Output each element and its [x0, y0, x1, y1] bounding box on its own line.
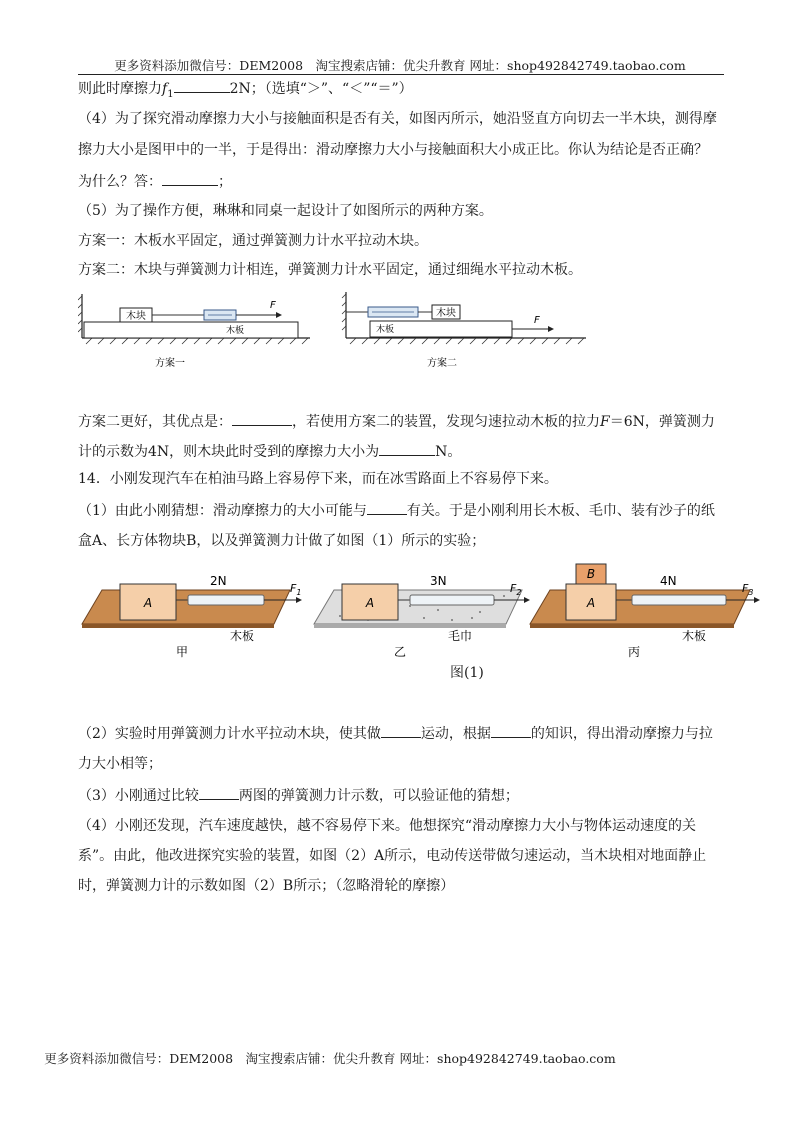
scheme-caption: 方案二 — [427, 358, 457, 369]
question-line: 方案二：木块与弹簧测力计相连，弹簧测力计水平固定，通过细绳水平拉动木板。 — [78, 262, 582, 278]
question-line: 系”。由此，他改进探究实验的装置，如图（2）A所示，电动传送带做匀速运动，当木块相对地面静止 — [78, 848, 707, 864]
question-line: 14．小刚发现汽车在柏油马路上容易停下来，而在冰雪路面上不容易停下来。 — [78, 471, 558, 487]
experiment-figure — [78, 560, 768, 660]
line-text: ； — [218, 174, 232, 190]
answer-blank[interactable] — [367, 500, 407, 515]
force-subscript: 3 — [748, 588, 754, 597]
line-text: 2N；（选填“＞”、“＜”“＝”） — [229, 81, 413, 97]
friction-subscript: 1 — [167, 88, 174, 100]
question-line — [78, 78, 413, 105]
page-header: 更多资料添加微信号：DEM2008 淘宝搜索店铺：优尖升教育 网址：shop492842749.taobao.com — [114, 58, 686, 73]
spring-reading: 4N — [660, 574, 677, 588]
scheme-one-figure — [78, 294, 310, 369]
board-label: 木板 — [226, 326, 245, 336]
friction-symbol: f — [162, 81, 168, 97]
question-line: （5）为了操作方便，琳琳和同桌一起设计了如图所示的两种方案。 — [78, 203, 493, 219]
scheme-diagram — [78, 286, 598, 376]
panel-label: 甲 — [176, 645, 189, 659]
scheme-caption: 方案一 — [155, 358, 185, 369]
block-label: 木块 — [126, 311, 146, 322]
line-text: 两图的弹簧测力计示数，可以验证他的猜想； — [238, 788, 519, 804]
block-label: 木块 — [436, 308, 456, 319]
answer-blank[interactable] — [174, 78, 230, 93]
line-text: （1）由此小刚猜想：滑动摩擦力的大小可能与 — [78, 503, 367, 519]
page-footer: 更多资料添加微信号：DEM2008 淘宝搜索店铺：优尖升教育 网址：shop492842749.taobao.com — [44, 1051, 616, 1066]
panel-bing — [530, 564, 760, 659]
question-line — [78, 171, 232, 192]
question-line: 时，弹簧测力计的示数如图（2）B所示；（忽略滑轮的摩擦） — [78, 878, 455, 894]
answer-blank[interactable] — [162, 171, 218, 186]
question-line — [78, 500, 715, 521]
header-rule — [78, 74, 724, 75]
force-subscript: 1 — [296, 588, 302, 597]
line-text: 的知识，得出滑动摩擦力与拉 — [530, 726, 713, 742]
line-text: 为什么？答： — [78, 174, 162, 190]
answer-blank[interactable] — [491, 723, 531, 738]
line-text: 方案二更好，其优点是： — [78, 414, 232, 430]
panel-yi — [314, 574, 530, 659]
line-text: 则此时摩擦力 — [78, 81, 162, 97]
answer-blank[interactable] — [232, 411, 292, 426]
board-label: 木板 — [376, 325, 395, 335]
line-text: ，若使用方案二的装置，发现匀速拉动木板的拉力 — [292, 414, 600, 430]
line-text: N。 — [435, 444, 462, 460]
question-line: 方案一：木板水平固定，通过弹簧测力计水平拉动木块。 — [78, 233, 428, 249]
force-subscript: 2 — [516, 588, 522, 597]
spring-reading: 2N — [210, 574, 227, 588]
force-symbol: F — [510, 582, 517, 595]
line-text: 有关。于是小刚利用长木板、毛巾、装有沙子的纸 — [406, 503, 715, 519]
spring-reading: 3N — [430, 574, 447, 588]
line-text: ＝6N，弹簧测力 — [609, 414, 715, 430]
answer-blank[interactable] — [199, 785, 239, 800]
force-symbol: F — [290, 582, 297, 595]
panel-label: 乙 — [394, 645, 407, 659]
block-label: A — [365, 596, 375, 610]
question-line: （4）小刚还发现，汽车速度越快，越不容易停下来。他想探究“滑动摩擦力大小与物体运动速度的关 — [78, 818, 697, 834]
line-text: 运动，根据 — [420, 726, 491, 742]
block-label: A — [143, 596, 153, 610]
question-line: （4）为了探究滑动摩擦力大小与接触面积是否有关，如图丙所示，她沿竖直方向切去一半木块，测得摩 — [78, 111, 717, 127]
force-label: F — [270, 300, 276, 311]
force-label — [510, 582, 521, 597]
force-label: F — [534, 315, 540, 326]
question-line: 力大小相等； — [78, 756, 162, 772]
block-label: B — [586, 567, 596, 581]
panel-label: 丙 — [628, 645, 641, 659]
force-symbol: F — [742, 582, 749, 595]
scheme-two-figure — [342, 292, 586, 369]
surface-label: 毛巾 — [448, 629, 473, 643]
figure-caption: 图(1) — [450, 665, 484, 681]
force-label — [290, 582, 301, 597]
surface-label: 木板 — [682, 629, 707, 643]
question-line — [78, 411, 715, 432]
answer-blank[interactable] — [381, 723, 421, 738]
block-label: A — [586, 596, 596, 610]
force-symbol: F — [600, 414, 610, 430]
question-line — [78, 441, 461, 462]
question-line — [78, 723, 713, 744]
question-line: 盒A、长方体物块B，以及弹簧测力计做了如图（1）所示的实验； — [78, 533, 486, 549]
line-text: （2）实验时用弹簧测力计水平拉动木块，使其做 — [78, 726, 381, 742]
question-line — [78, 785, 519, 806]
line-text: （3）小刚通过比较 — [78, 788, 199, 804]
surface-label: 木板 — [230, 629, 255, 643]
answer-blank[interactable] — [379, 441, 435, 456]
question-line: 擦力大小是图甲中的一半，于是得出：滑动摩擦力大小与接触面积大小成正比。你认为结论是否正确？ — [78, 142, 708, 158]
line-text: 计的示数为4N，则木块此时受到的摩擦力大小为 — [78, 444, 380, 460]
force-label — [742, 582, 753, 597]
panel-jia — [82, 574, 302, 659]
